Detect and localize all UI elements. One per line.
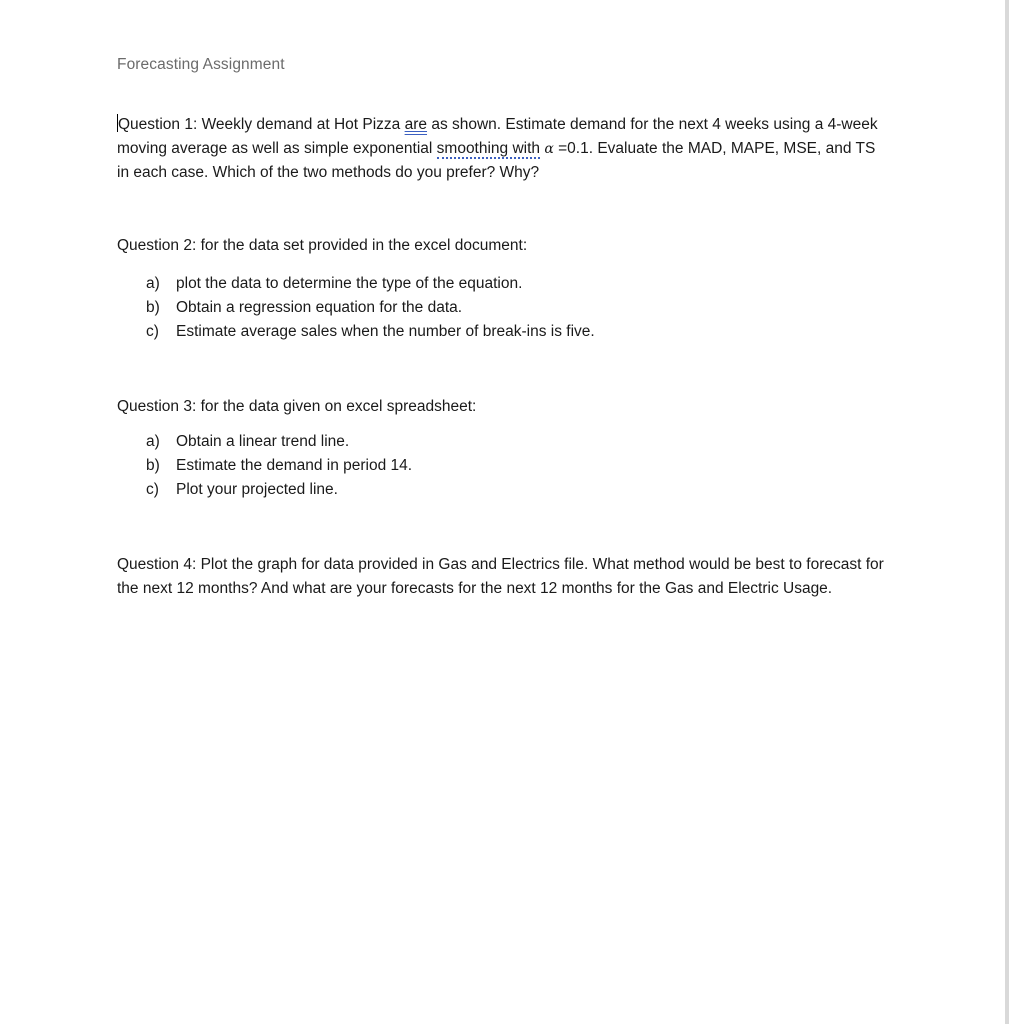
list-marker: c) [146, 323, 159, 340]
list-item-text: Estimate the demand in period 14. [176, 457, 413, 474]
list-item[interactable] [146, 478, 846, 502]
question-1-paragraph[interactable] [117, 113, 887, 185]
question-3-paragraph[interactable]: Question 3: for the data given on excel spreadsheet: [117, 398, 477, 415]
grammar-flag-smoothing[interactable]: smoothing with [436, 140, 541, 157]
list-item-text: Obtain a linear trend line. [176, 433, 350, 450]
question-1-text-part2: as shown. Estimate demand for the next 4 weeks using a 4-week moving average as well as simple exponential [117, 116, 878, 157]
question-1-text-part3: =0.1. Evaluate the MAD, MAPE, MSE, and TS in each case. Which of the two methods do you prefer? Why? [117, 140, 876, 181]
question-1-text-part1: Question 1: Weekly demand at Hot Pizza [118, 116, 405, 133]
question-4-paragraph[interactable]: Question 4: Plot the graph for data provided in Gas and Electrics file. What method would be best to forecast for the next 12 months? And what are your forecasts for the next 12 months for the Gas and Electric Usage. [117, 556, 884, 597]
question-3-list [146, 430, 846, 502]
list-item[interactable] [146, 272, 846, 296]
grammar-flag-are[interactable]: are [404, 116, 428, 133]
list-item[interactable] [146, 454, 846, 478]
list-item[interactable] [146, 296, 846, 320]
page-edge [1005, 0, 1009, 1024]
list-item-text: Plot your projected line. [176, 481, 338, 498]
list-marker: b) [146, 299, 160, 316]
list-marker: c) [146, 481, 159, 498]
list-marker: b) [146, 457, 160, 474]
question-2-list [146, 272, 846, 344]
list-marker: a) [146, 433, 160, 450]
list-item[interactable] [146, 320, 846, 344]
list-item-text: plot the data to determine the type of the equation. [176, 275, 523, 292]
document-header: Forecasting Assignment [117, 56, 285, 73]
list-item[interactable] [146, 430, 846, 454]
alpha-symbol: α [544, 141, 554, 157]
list-item-text: Obtain a regression equation for the data. [176, 299, 463, 316]
list-marker: a) [146, 275, 160, 292]
question-2-paragraph[interactable]: Question 2: for the data set provided in the excel document: [117, 237, 528, 254]
list-item-text: Estimate average sales when the number of break-ins is five. [176, 323, 595, 340]
